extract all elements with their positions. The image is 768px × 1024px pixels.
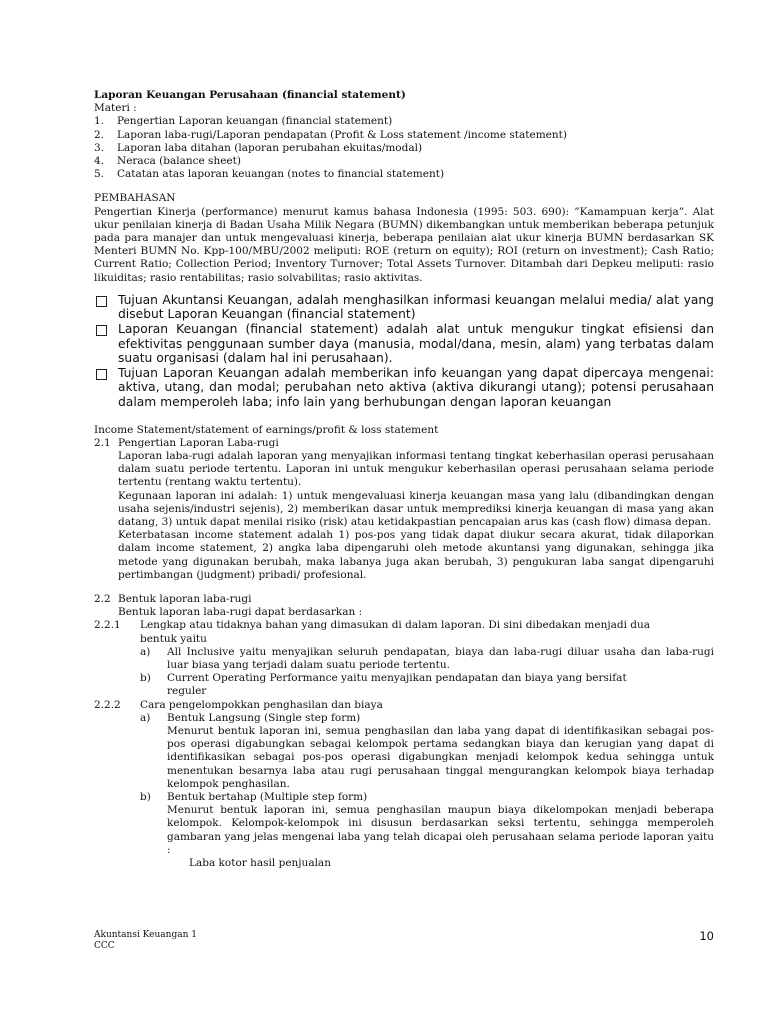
- section-title: Pengertian Laporan Laba-rugi: [118, 436, 279, 449]
- section-2-1-heading: [94, 437, 714, 450]
- sub-item-label: b): [140, 791, 151, 804]
- sub-item-text: Current Operating Performance yaitu menyajikan pendapatan dan biaya yang bersifat: [167, 672, 627, 685]
- sub-item-label: a): [140, 645, 151, 658]
- footer-course: Akuntansi Keuangan 1: [94, 930, 197, 940]
- footer-code: CCC: [94, 941, 115, 951]
- section-2-2-intro: Bentuk laporan laba-rugi dapat berdasarkan :: [118, 606, 363, 619]
- bullet-text: Laporan Keuangan (financial statement) adalah alat untuk mengukur tingkat efisiensi dan efektivitas penggunaan sumber daya (manusia, modal/dana, mesin, alam) yang terbatas dalam suatu organisasi (dalam hal ini perusahaan).: [118, 322, 714, 366]
- list-text: Laporan laba ditahan (laporan perubahan ekuitas/modal): [117, 141, 423, 154]
- bullet-item: [94, 322, 714, 366]
- section-text: Lengkap atau tidaknya bahan yang dimasukan di dalam laporan. Di sini dibedakan menjadi dua: [140, 619, 651, 632]
- list-text: Neraca (balance sheet): [117, 155, 241, 168]
- sub-item-a-body: Menurut bentuk laporan ini, semua penghasilan dan laba yang dapat di identifikasikan sebagai pos-pos operasi digabungkan sebagai kelompok pertama sedangkan biaya dan kerugian yang dapat di identifikasikan sebagai pos-pos operasi digabungkan menjadi kelompok kedua sehingga untuk menentukan besarnya laba atau rugi perusahaan tinggal mengurangkan kelompok biaya terhadap kelompok penghasilan.: [167, 725, 714, 790]
- section-number: 2.2.2: [94, 698, 121, 711]
- sub-item-text: All Inclusive yaitu menyajikan seluruh pendapatan, biaya dan laba-rugi diluar usaha dan laba-rugi luar biasa yang terjadi dalam suatu periode tertentu.: [167, 645, 714, 672]
- page-number: 10: [699, 929, 714, 943]
- list-item: [94, 168, 714, 181]
- list-item: [94, 129, 714, 142]
- page-footer: [94, 930, 714, 952]
- sub-item-b: [94, 672, 714, 685]
- list-number: 5.: [94, 168, 105, 181]
- materi-label: Materi :: [94, 102, 137, 115]
- sub-item-a: [94, 712, 714, 725]
- pembahasan-paragraph: Pengertian Kinerja (performance) menurut kamus bahasa Indonesia (1995: 503. 690): ”Kamampuan kerja”. Alat ukur penilaian kinerja di Badan Usaha Milik Negara (BUMN) dikembangkan untuk memberikan beberapa petunjuk pada para manajer dan untuk mengevaluasi kinerja, beberapa penilaian alat ukur kinerja BUMN berdasarkan SK Menteri BUMN No. Kpp-100/MBU/2002 meliputi: ROE (return on equity); ROI (return on investment); Cash Ratio; Current Ratio; Collection Period; Inventory Turnover; Total Assets Turnover. Ditambah dari Depkeu meliputi: rasio likuiditas; rasio rentabilitas; rasio solvabilitas; rasio aktivitas.: [94, 205, 714, 284]
- list-number: 3.: [94, 141, 105, 154]
- bullet-text: Tujuan Akuntansi Keuangan, adalah menghasilkan informasi keuangan melalui media/ alat yang disebut Laporan Keuangan (financial statement): [118, 292, 714, 322]
- list-text: Pengertian Laporan keuangan (financial statement): [117, 115, 393, 128]
- sub-item-b: [94, 791, 714, 804]
- section-number: 2.2: [94, 593, 111, 606]
- bullet-item: [94, 366, 714, 410]
- document-page: [94, 89, 714, 870]
- income-heading: Income Statement/statement of earnings/profit & loss statement: [94, 423, 439, 436]
- section-number: 2.1: [94, 436, 111, 449]
- document-title: Laporan Keuangan Perusahaan (financial statement): [94, 89, 406, 101]
- sub-item-b-continuation: reguler: [167, 685, 207, 698]
- section-2-1-paragraph-3: Keterbatasan income statement adalah 1) pos-pos yang tidak dapat diukur secara akurat, tidak dilaporkan dalam income statement, 2) angka laba dipengaruhi oleh metode akuntansi yang digunakan, sehingga jika metode yang digunakan berubah, maka labanya juga akan berubah, 3) pengukuran laba sangat dipengaruhi pertimbangan (judgment) pribadi/ profesional.: [118, 529, 714, 581]
- section-2-1-paragraph-2: Kegunaan laporan ini adalah: 1) untuk mengevaluasi kinerja keuangan masa yang lalu (dibandingkan dengan usaha sejenis/industri sejenis), 2) memberikan dasar untuk memprediksi kinerja keuangan di masa yang akan datang, 3) untuk dapat menilai risiko (risk) atau ketidakpastian pencapaian arus kas (cash flow) dimasa depan.: [118, 489, 714, 529]
- list-item: [94, 142, 714, 155]
- list-item: [94, 115, 714, 128]
- checkbox-bullet-icon: [96, 369, 107, 380]
- checkbox-bullet-icon: [96, 325, 107, 336]
- checkbox-bullet-icon: [96, 296, 107, 307]
- section-text: Cara pengelompokkan penghasilan dan biaya: [140, 698, 383, 711]
- sub-item-b-list-item: Laba kotor hasil penjualan: [189, 857, 331, 870]
- list-text: Laporan laba-rugi/Laporan pendapatan (Profit & Loss statement /income statement): [117, 128, 567, 141]
- sub-item-title: Bentuk Langsung (Single step form): [167, 711, 361, 724]
- sub-item-label: a): [140, 711, 151, 724]
- sub-item-b-body: Menurut bentuk laporan ini, semua penghasilan maupun biaya dikelompokan menjadi beberapa kelompok. Kelompok-kelompok ini disusun berdasarkan seksi tertentu, sehingga memperoleh gambaran yang jelas mengenai laba yang telah dicapai oleh perusahaan selama periode laporan yaitu :: [167, 804, 714, 856]
- list-number: 1.: [94, 115, 105, 128]
- section-2-1-paragraph-1: Laporan laba-rugi adalah laporan yang menyajikan informasi tentang tingkat keberhasilan operasi perusahaan dalam suatu periode tertentu. Laporan ini untuk mengukur keberhasilan operasi perusahaan selama periode tertentu (rentang waktu tertentu).: [118, 450, 714, 489]
- section-2-2-1-heading: [94, 619, 714, 632]
- list-number: 2.: [94, 128, 105, 141]
- section-2-2-2-heading: [94, 699, 714, 712]
- list-number: 4.: [94, 155, 105, 168]
- list-item: [94, 155, 714, 168]
- bullet-text: Tujuan Laporan Keuangan adalah memberikan info keuangan yang dapat dipercaya mengenai: aktiva, utang, dan modal; perubahan neto aktiva (aktiva dikurangi utang); potensi perusahaan dalam memperoleh laba; info lain yang berhubungan dengan laporan keuangan: [118, 365, 714, 409]
- sub-item-title: Bentuk bertahap (Multiple step form): [167, 791, 368, 804]
- list-text: Catatan atas laporan keuangan (notes to financial statement): [117, 168, 445, 181]
- section-2-2-1-continuation: bentuk yaitu: [140, 632, 207, 645]
- section-2-2-heading: [94, 593, 714, 606]
- section-number: 2.2.1: [94, 619, 121, 632]
- sub-item-a: [94, 646, 714, 672]
- materi-list: [94, 115, 714, 181]
- pembahasan-heading: PEMBAHASAN: [94, 192, 176, 205]
- sub-item-label: b): [140, 672, 151, 685]
- bullet-item: [94, 293, 714, 322]
- section-title: Bentuk laporan laba-rugi: [118, 593, 252, 606]
